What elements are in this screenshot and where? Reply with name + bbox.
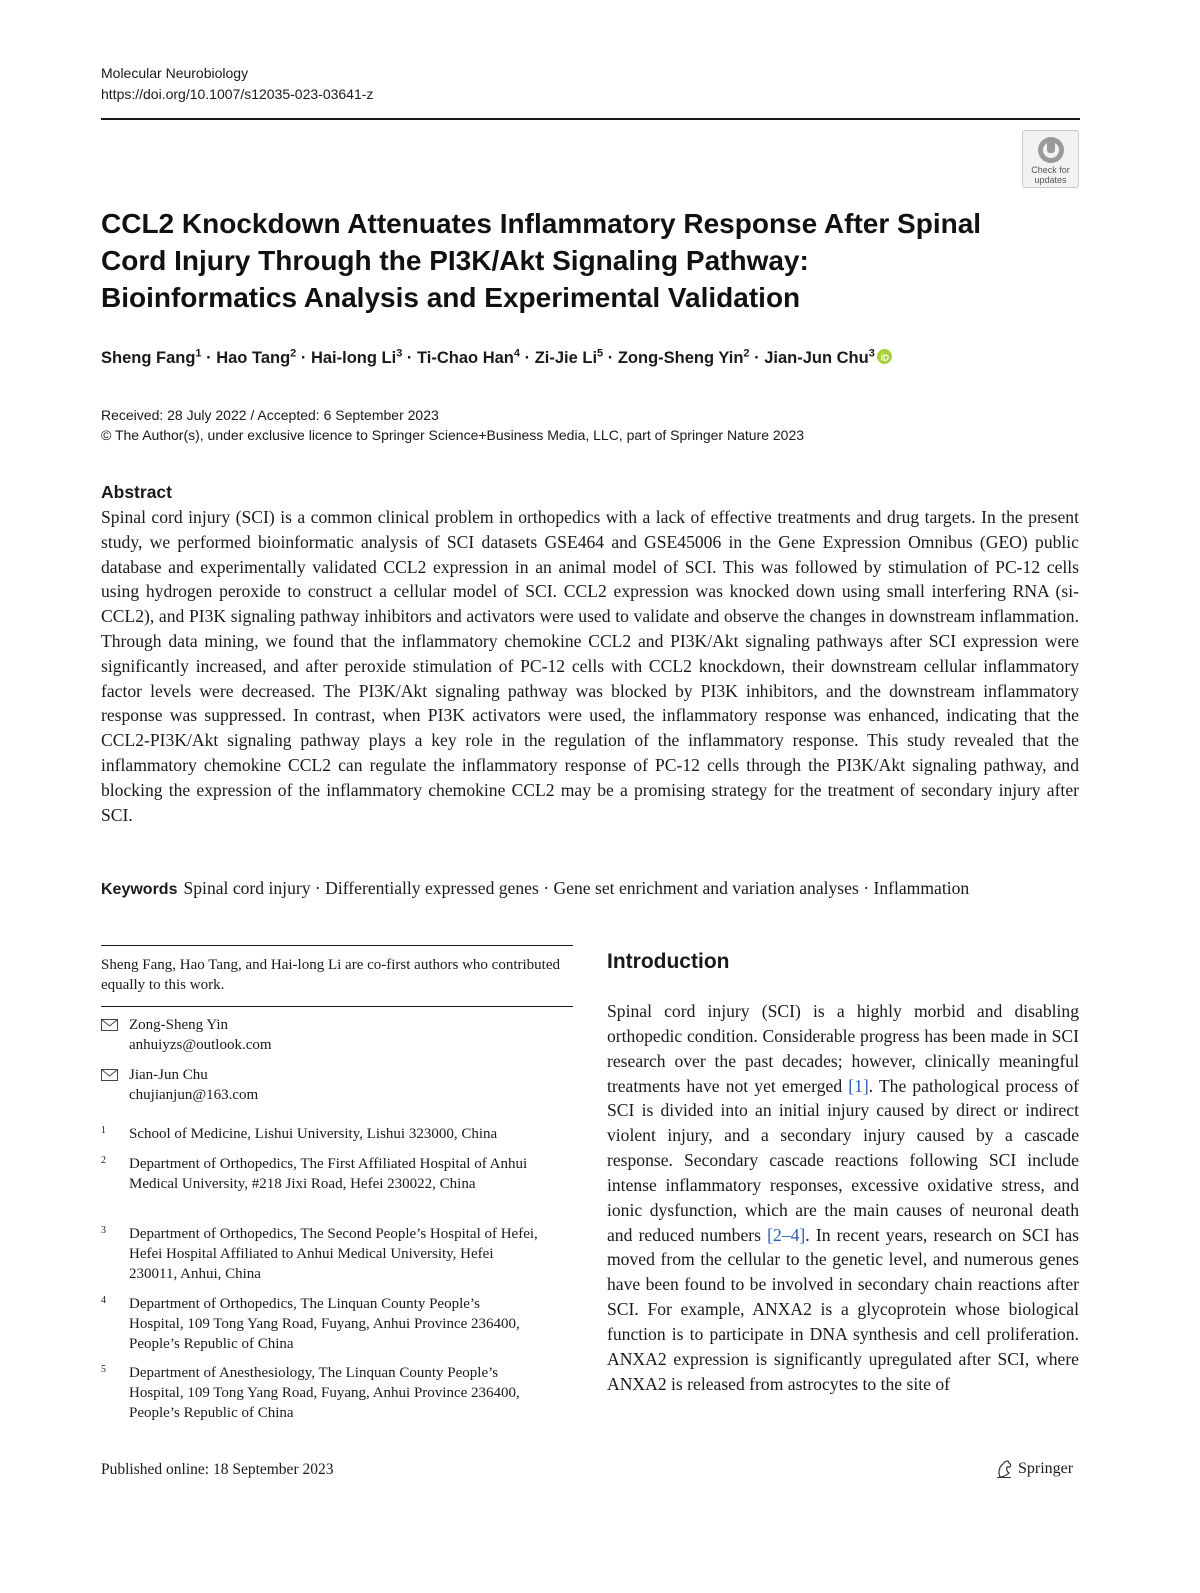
correspondence-email[interactable]: anhuiyzs@outlook.com — [129, 1036, 272, 1053]
keywords-line — [101, 876, 1091, 902]
affiliation-item — [101, 1125, 571, 1145]
author-affiliation-number: 5 — [597, 347, 604, 360]
published-online: Published online: 18 September 2023 — [101, 1461, 334, 1478]
citation-link[interactable]: [2–4] — [767, 1224, 806, 1245]
header-rule — [101, 118, 1080, 120]
abstract-heading: Abstract — [101, 482, 172, 502]
author-separator: · — [402, 349, 418, 367]
doi-link[interactable]: https://doi.org/10.1007/s12035-023-03641-z — [101, 86, 374, 102]
author-name[interactable]: Hao Tang — [216, 349, 291, 367]
author-affiliation-number: 4 — [513, 347, 521, 360]
check-for-updates-badge[interactable] — [1022, 130, 1079, 188]
affiliation-text: Department of Orthopedics, The First Affiliated Hospital of Anhui Medical University, #218 Jixi Road, Hefei 230022, China — [129, 1156, 528, 1192]
affiliation-text: Department of Orthopedics, The Linquan County People’s Hospital, 109 Tong Yang Road, Fuyang, Anhui Province 236400, People’s Republic of China — [129, 1296, 520, 1352]
author-separator: · — [201, 349, 217, 367]
check-for-updates-icon — [1036, 135, 1066, 165]
orcid-icon[interactable] — [877, 349, 892, 364]
springer-horse-icon — [994, 1459, 1014, 1479]
keywords-label: Keywords — [101, 881, 178, 898]
journal-header — [101, 63, 373, 105]
copyright-line: © The Author(s), under exclusive licence to Springer Science+Business Media, LLC, part of Springer Nature 2023 — [101, 427, 805, 443]
check-badge-line1: Check for — [1031, 165, 1070, 175]
check-badge-line2: updates — [1034, 175, 1067, 185]
citation-link[interactable]: [1] — [848, 1075, 869, 1096]
affiliation-text: School of Medicine, Lishui University, Lishui 323000, China — [129, 1126, 498, 1142]
received-accepted: Received: 28 July 2022 / Accepted: 6 September 2023 — [101, 407, 439, 423]
article-dates — [101, 405, 804, 445]
author-name[interactable]: Hai-long Li — [310, 349, 397, 367]
intro-text-part: . In recent years, research on SCI has moved from the cellular to the genetic level, and numerous genes have been found to be involved in secondary chain reactions after SCI. For example, ANXA2 is a glycoprotein whose biological function is to participate in DNA synthesis and cell proliferation. ANXA2 expression is significantly upregulated after SCI, where ANXA2 is released from astrocytes to the site of — [607, 1224, 1079, 1394]
footnote-rule-secondary — [101, 1006, 573, 1007]
author-separator: · — [749, 349, 765, 367]
author-affiliation-number: 1 — [195, 347, 202, 360]
author-separator: · — [520, 349, 535, 367]
correspondence-name: Jian-Jun Chu — [129, 1067, 208, 1083]
affiliation-text: Department of Orthopedics, The Second People’s Hospital of Hefei, Hefei Hospital Affiliated to Anhui Medical University, Hefei 230011, Anhui, China — [129, 1226, 538, 1282]
keywords-list: Spinal cord injury · Differentially expressed genes · Gene set enrichment and variation analyses · Inflammation — [183, 878, 970, 898]
affiliation-item — [101, 1364, 521, 1423]
affiliation-number: 4 — [101, 1295, 106, 1306]
article-title: CCL2 Knockdown Attenuates Inflammatory Response After Spinal Cord Injury Through the PI3K/Akt Signaling Pathway: Bioinformatics Analysis and Experimental Validation — [101, 208, 982, 313]
affiliation-text: Department of Anesthesiology, The Linquan County People’s Hospital, 109 Tong Yang Road, Fuyang, Anhui Province 236400, People’s Republic of China — [129, 1365, 520, 1421]
affiliation-number: 3 — [101, 1225, 106, 1236]
author-affiliation-number: 3 — [868, 347, 875, 360]
journal-name: Molecular Neurobiology — [101, 65, 249, 81]
affiliation-number: 5 — [101, 1364, 106, 1375]
author-affiliation-number: 3 — [396, 347, 403, 360]
correspondence-entry — [101, 1016, 571, 1055]
author-affiliation-number: 2 — [743, 347, 750, 360]
author-separator: · — [296, 349, 311, 367]
footnote-rule — [101, 945, 573, 946]
introduction-heading: Introduction — [607, 950, 730, 973]
author-name[interactable]: Jian-Jun Chu — [764, 349, 869, 367]
envelope-icon — [101, 1019, 118, 1031]
affiliation-number: 1 — [101, 1125, 106, 1136]
author-separator: · — [603, 349, 618, 367]
affiliation-item — [101, 1155, 541, 1195]
introduction-body — [607, 999, 1079, 1397]
correspondence-email[interactable]: chujianjun@163.com — [129, 1086, 259, 1103]
affiliation-number: 2 — [101, 1155, 106, 1166]
author-list — [101, 346, 892, 370]
envelope-icon — [101, 1069, 118, 1081]
correspondence-name: Zong-Sheng Yin — [129, 1017, 229, 1033]
author-name[interactable]: Ti-Chao Han — [417, 349, 514, 367]
intro-text-part: Spinal cord injury (SCI) is a highly morbid and disabling orthopedic condition. Considerable progress has been made in SCI research over the past decades; however, clinically meaningful treatments have not yet emerged — [607, 1001, 1079, 1096]
author-name[interactable]: Zong-Sheng Yin — [617, 349, 744, 367]
author-affiliation-number: 2 — [290, 347, 297, 360]
affiliation-item — [101, 1295, 521, 1354]
abstract-body: Spinal cord injury (SCI) is a common clinical problem in orthopedics with a lack of effective treatments and drug targets. In the present study, we performed bioinformatic analysis of SCI datasets GSE464 and GSE45006 in the Gene Expression Omnibus (GEO) public database and experimentally validated CCL2 expression in an animal model of SCI. This was followed by stimulation of PC-12 cells using hydrogen peroxide to construct a cellular model of SCI. CCL2 expression was knocked down using small interfering RNA (si-CCL2), and PI3K signaling pathway inhibitors and activators were used to validate and observe the changes in downstream inflammation. Through data mining, we found that the inflammatory chemokine CCL2 and PI3K/Akt signaling pathways after SCI expression were significantly increased, and after peroxide stimulation of PC-12 cells with CCL2 knockdown, their downstream cellular inflammatory factor levels were decreased. The PI3K/Akt signaling pathway was blocked by PI3K inhibitors, and the downstream inflammatory response was suppressed. In contrast, when PI3K activators were used, the inflammatory response was enhanced, indicating that the CCL2-PI3K/Akt signaling pathway plays a key role in the regulation of the inflammatory response. This study revealed that the inflammatory chemokine CCL2 can regulate the inflammatory response of PC-12 cells through the PI3K/Akt signaling pathway, and blocking the expression of the inflammatory chemokine CCL2 may be a promising strategy for the treatment of secondary injury after SCI. — [101, 507, 1079, 825]
author-name[interactable]: Zi-Jie Li — [534, 349, 598, 367]
publisher-name: Springer — [1018, 1460, 1074, 1477]
cofirst-author-note: Sheng Fang, Hao Tang, and Hai-long Li are co-first authors who contributed equally to this work. — [101, 957, 560, 993]
correspondence-entry — [101, 1066, 571, 1105]
author-name[interactable]: Sheng Fang — [101, 349, 196, 367]
intro-text-part: . The pathological process of SCI is divided into an initial injury caused by direct or indirect violent injury, and a secondary injury caused by a cascade response. Secondary cascade reactions following SCI include intense inflammatory responses, excessive oxidative stress, and ionic dysfunction, which are the main causes of neuronal death and reduced numbers — [607, 1075, 1079, 1245]
publisher-logo — [994, 1458, 1073, 1480]
affiliation-item — [101, 1225, 541, 1284]
